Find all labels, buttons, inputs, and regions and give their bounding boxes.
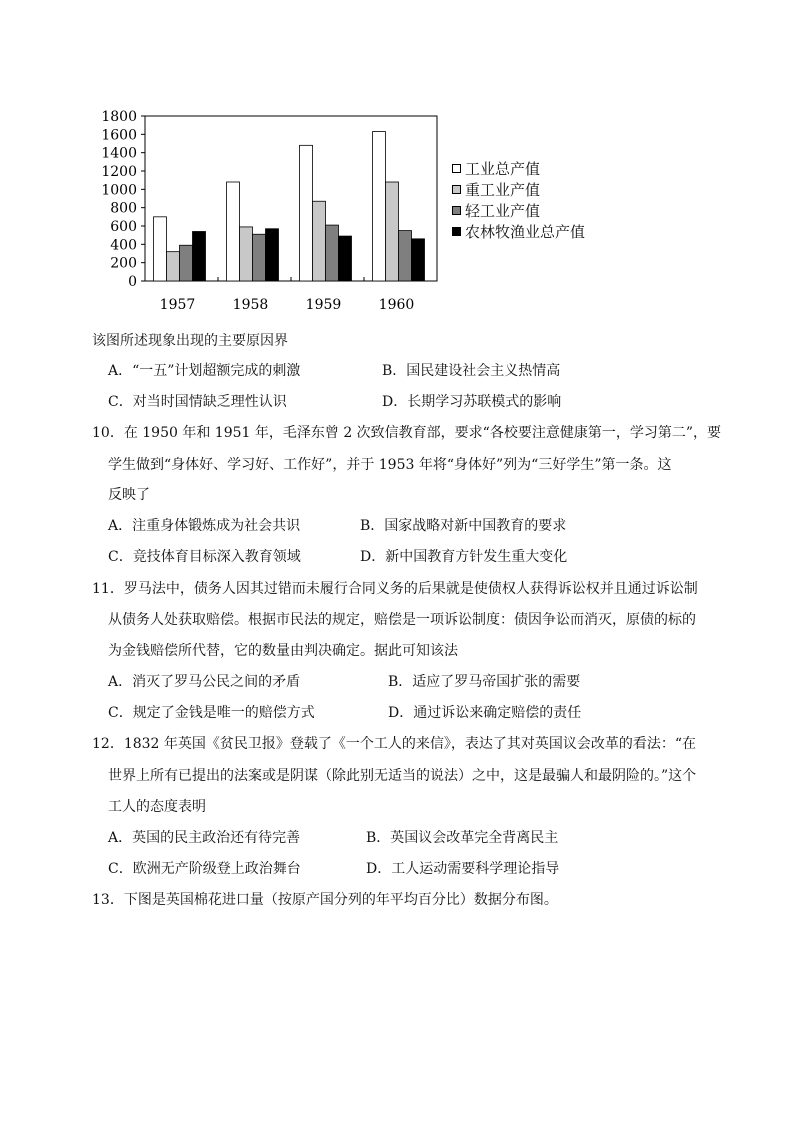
- y-tick-label: 1200: [101, 164, 137, 180]
- y-tick-label: 600: [110, 219, 137, 235]
- q9-option-d: D．长期学习苏联模式的影响: [382, 394, 562, 410]
- question-10-line: 学生做到“身体好、学习好、工作好”，并于 1953 年将“身体好”列为“三好学生”第一条。这: [108, 457, 672, 473]
- q9-option-b: B．国民建设社会主义热情高: [382, 363, 561, 379]
- question-11-line: 为金钱赔偿所代替，它的数量由判决确定。据此可知该法: [108, 643, 458, 659]
- bar: [412, 239, 425, 281]
- q11-option-d: D．通过诉讼来确定赔偿的责任: [388, 705, 582, 721]
- legend-label: 轻工业产值: [465, 202, 541, 220]
- bar: [167, 252, 180, 281]
- question-11-line: 11．罗马法中，债务人因其过错而未履行合同义务的后果就是使债权人获得诉讼权并且通过诉讼制: [92, 581, 698, 597]
- bar-chart: [90, 100, 450, 325]
- bar: [240, 227, 253, 281]
- x-tick-label: 1959: [305, 297, 342, 313]
- x-tick-label: 1957: [159, 297, 196, 313]
- legend-item: [452, 158, 585, 179]
- question-10-line: 10．在 1950 年和 1951 年，毛泽东曾 2 次致信教育部，要求“各校要注意健康第一，学习第二”，要: [92, 425, 721, 441]
- bar: [227, 182, 240, 281]
- bar: [399, 231, 412, 281]
- question-11-line: 从债务人处获取赔偿。根据市民法的规定，赔偿是一项诉讼制度：债因争讼而消灭，原债的标的: [108, 612, 696, 628]
- q10-option-b: B．国家战略对新中国教育的要求: [360, 518, 567, 534]
- bar: [386, 182, 399, 281]
- legend-label: 工业总产值: [465, 160, 541, 178]
- y-tick-label: 1400: [101, 145, 137, 162]
- legend-swatch: [452, 164, 461, 173]
- q12-option-b: B．英国议会改革完全背离民主: [366, 830, 559, 846]
- q9-option-c: C．对当时国情缺乏理性认识: [108, 394, 287, 410]
- q10-option-c: C．竞技体育目标深入教育领域: [108, 549, 301, 565]
- bar: [326, 225, 339, 281]
- bar: [154, 217, 167, 281]
- question-12-line: 12．1832 年英国《贫民卫报》登载了《一个工人的来信》，表达了其对英国议会改革的看法：“在: [92, 736, 697, 752]
- x-tick-label: 1958: [232, 297, 269, 313]
- legend-swatch: [452, 227, 461, 236]
- y-tick-label: 1600: [101, 127, 137, 144]
- bar: [373, 132, 386, 281]
- question-10-line: 反映了: [108, 487, 150, 503]
- chart-legend: [452, 158, 585, 242]
- question-12-line: 世界上所有已提出的法案或是阴谋（除此别无适当的说法）之中，这是最骗人和最阴险的。”这个: [108, 768, 697, 784]
- legend-label: 农林牧渔业总产值: [465, 223, 586, 241]
- bar: [300, 145, 313, 281]
- bar: [193, 232, 206, 282]
- y-tick-label: 800: [110, 200, 137, 217]
- q12-option-a: A．英国的民主政治还有待完善: [108, 830, 301, 846]
- question-12-line: 工人的态度表明: [108, 799, 206, 815]
- bar: [253, 234, 266, 281]
- q12-option-d: D．工人运动需要科学理论指导: [366, 861, 560, 877]
- question-9-stem: 该图所述现象出现的主要原因界: [92, 333, 288, 349]
- q12-option-c: C．欧洲无产阶级登上政治舞台: [108, 861, 301, 877]
- q10-option-d: D．新中国教育方针发生重大变化: [360, 549, 568, 565]
- bar: [313, 201, 326, 281]
- q11-option-a: A．消灭了罗马公民之间的矛盾: [108, 674, 301, 690]
- y-tick-label: 1000: [101, 182, 137, 199]
- legend-swatch: [452, 206, 461, 215]
- legend-item: [452, 179, 585, 200]
- bar: [180, 245, 193, 281]
- legend-label: 重工业产值: [465, 181, 541, 199]
- y-tick-label: 200: [110, 255, 137, 272]
- q11-option-b: B．适应了罗马帝国扩张的需要: [388, 674, 581, 690]
- legend-item: [452, 200, 585, 221]
- q10-option-a: A．注重身体锻炼成为社会共识: [108, 518, 301, 534]
- legend-swatch: [452, 185, 461, 194]
- bar: [266, 229, 279, 281]
- y-tick-label: 0: [128, 274, 137, 290]
- x-tick-label: 1960: [378, 297, 415, 313]
- q9-option-a: A．“一五”计划超额完成的刺激: [108, 363, 301, 379]
- y-tick-label: 1800: [101, 109, 137, 125]
- question-13-stem: 13．下图是英国棉花进口量（按原产国分列的年平均百分比）数据分布图。: [92, 892, 558, 908]
- q11-option-c: C．规定了金钱是唯一的赔偿方式: [108, 705, 315, 721]
- legend-item: [452, 221, 585, 242]
- y-tick-label: 400: [110, 237, 137, 254]
- bar: [339, 236, 352, 281]
